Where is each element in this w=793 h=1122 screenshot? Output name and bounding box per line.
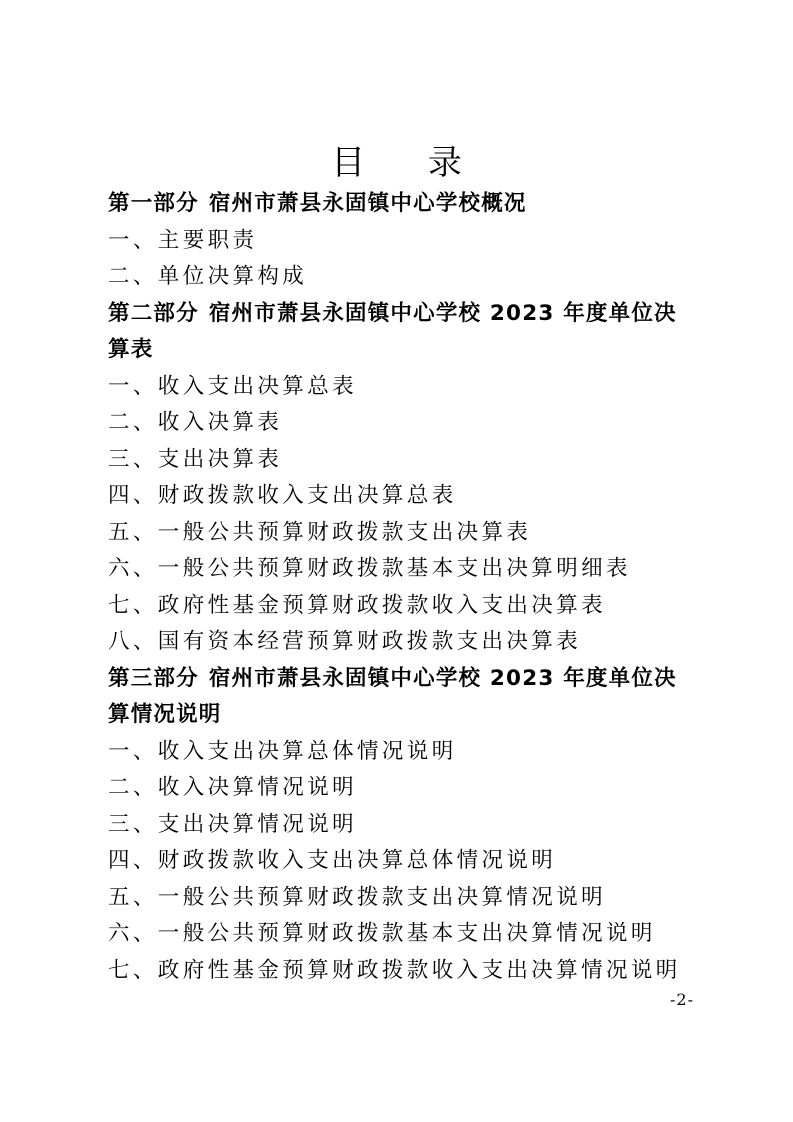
toc-part-1-label: 第一部分 [108,191,199,216]
toc-item[interactable]: 二、收入决算表 [108,410,283,435]
toc-part-2-heading[interactable] [108,296,698,369]
page-number: -2- [670,990,694,1009]
toc-item[interactable]: 四、财政拨款收入支出决算总表 [108,483,457,508]
toc-item[interactable]: 一、收入支出决算总表 [108,373,358,399]
toc-item[interactable]: 六、一般公共预算财政拨款基本支出决算明细表 [108,556,631,581]
toc-item[interactable]: 八、国有资本经营预算财政拨款支出决算表 [108,629,582,654]
toc-part-2-label: 第二部分 [108,300,199,326]
toc-part-1-heading[interactable] [108,186,698,223]
toc-item[interactable]: 一、收入支出决算总体情况说明 [108,738,457,764]
toc-item[interactable]: 七、政府性基金预算财政拨款收入支出决算情况说明 [108,957,681,983]
toc-part-3-heading[interactable] [108,661,698,734]
toc-part-1-name: 宿州市萧县永固镇中心学校概况 [208,191,527,216]
toc-item[interactable]: 六、一般公共预算财政拨款基本支出决算情况说明 [108,921,656,946]
page-title: 目 录 [331,143,488,183]
toc-part-2-name: 宿州市萧县永固镇中心学校 2023 年度单位决算表 [108,300,677,362]
toc-part-3-name: 宿州市萧县永固镇中心学校 2023 年度单位决算情况说明 [108,665,677,727]
toc-item[interactable]: 五、一般公共预算财政拨款支出决算表 [108,519,532,545]
toc-item[interactable]: 七、政府性基金预算财政拨款收入支出决算表 [108,592,607,618]
toc-item[interactable]: 五、一般公共预算财政拨款支出决算情况说明 [108,884,607,910]
table-of-contents [108,186,698,989]
toc-item[interactable]: 二、单位决算构成 [108,264,308,289]
toc-item[interactable]: 二、收入决算情况说明 [108,775,358,800]
toc-item[interactable]: 一、主要职责 [108,227,258,253]
toc-part-3-label: 第三部分 [108,665,199,691]
toc-item[interactable]: 四、财政拨款收入支出决算总体情况说明 [108,848,557,873]
toc-item[interactable]: 三、支出决算表 [108,446,283,472]
toc-item[interactable]: 三、支出决算情况说明 [108,811,358,837]
